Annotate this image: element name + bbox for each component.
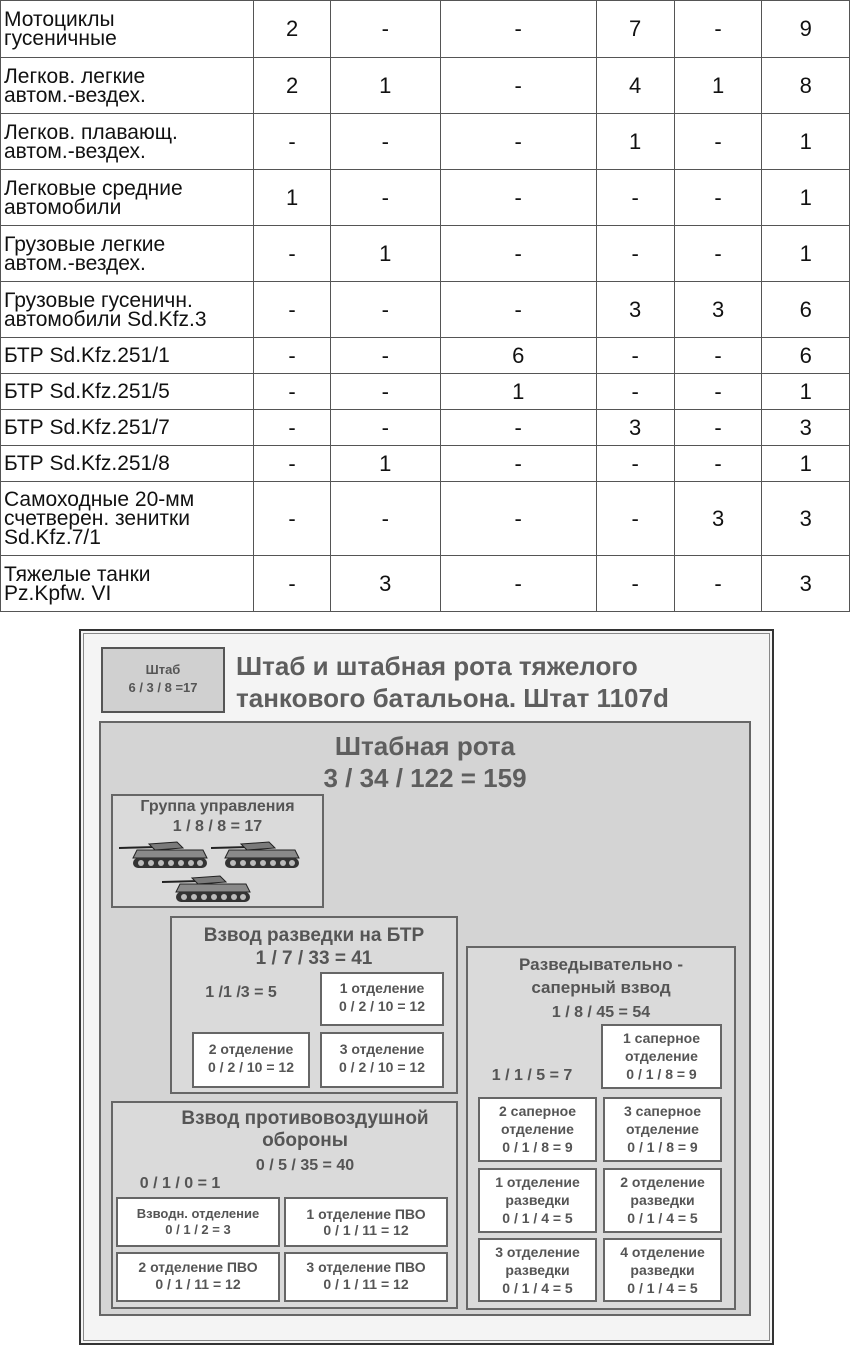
cell: -	[330, 374, 440, 410]
cell: -	[330, 1, 440, 58]
cell: -	[254, 338, 330, 374]
aa-platoon-count: 0 / 5 / 35 = 40	[255, 1157, 355, 1174]
recon-squad-4-line2: разведки	[630, 1262, 695, 1278]
recon-section-1-count: 0 / 2 / 10 = 12	[338, 998, 425, 1014]
cell: -	[674, 114, 762, 170]
cell: 3	[674, 482, 762, 556]
company-title: Штабная рота	[334, 731, 516, 761]
cell: -	[440, 482, 596, 556]
chart-title-line2: танкового батальона. Штат 1107d	[236, 683, 669, 713]
cell: -	[330, 170, 440, 226]
cell: 4	[596, 58, 674, 114]
cell: 3	[762, 482, 850, 556]
cell: -	[330, 482, 440, 556]
cell: -	[596, 170, 674, 226]
chart-title	[236, 650, 756, 714]
recon-squad-2-count: 0 / 1 / 4 = 5	[627, 1210, 698, 1226]
aa-section-3-label: 3 отделение ПВО	[306, 1259, 426, 1275]
cell: -	[440, 58, 596, 114]
cell: 2	[254, 1, 330, 58]
row-name: Легковые средние автомобили	[1, 170, 254, 226]
recon-platoon-title: Взвод разведки на БТР	[203, 925, 425, 946]
cell: -	[674, 374, 762, 410]
cell: -	[596, 556, 674, 612]
row-name: Легков. плавающ. автом.-вездех.	[1, 114, 254, 170]
recon-section-3-label: 3 отделение	[339, 1041, 425, 1057]
sapper-section-1-line1: 1 саперное	[622, 1030, 700, 1046]
aa-section-1-label: 1 отделение ПВО	[306, 1206, 426, 1222]
cell: 3	[762, 410, 850, 446]
control-group-title: Группа управления	[140, 798, 295, 815]
recon-section-2-label: 2 отделение	[208, 1041, 294, 1057]
cell: -	[330, 338, 440, 374]
cell: -	[254, 374, 330, 410]
table-row	[1, 410, 850, 446]
cell: -	[254, 482, 330, 556]
cell: -	[440, 282, 596, 338]
hq-count: 6 / 3 / 8 =17	[128, 680, 198, 695]
aa-section-3-count: 0 / 1 / 11 = 12	[323, 1276, 409, 1292]
cell: -	[674, 1, 762, 58]
row-name: Грузовые гусеничн. автомобили Sd.Kfz.3	[1, 282, 254, 338]
recon-squad-4-count: 0 / 1 / 4 = 5	[627, 1280, 698, 1296]
cell: 8	[762, 58, 850, 114]
sapper-platoon-title-line2: саперный взвод	[531, 978, 671, 997]
cell: -	[330, 410, 440, 446]
aa-hq-count: 0 / 1 / 0 = 1	[139, 1175, 221, 1192]
row-name: БТР Sd.Kfz.251/8	[1, 446, 254, 482]
company-count: 3 / 34 / 122 = 159	[323, 763, 527, 793]
recon-squad-3-line1: 3 отделение	[495, 1244, 580, 1260]
table-row	[1, 114, 850, 170]
cell: 1	[596, 114, 674, 170]
sapper-section-3-count: 0 / 1 / 8 = 9	[627, 1139, 698, 1155]
recon-squad-2-line1: 2 отделение	[620, 1174, 705, 1190]
cell: -	[254, 410, 330, 446]
row-name: Легков. легкие автом.-вездех.	[1, 58, 254, 114]
recon-section-3-count: 0 / 2 / 10 = 12	[338, 1059, 425, 1075]
row-name: БТР Sd.Kfz.251/5	[1, 374, 254, 410]
cell: -	[440, 226, 596, 282]
sapper-platoon-count: 1 / 8 / 45 = 54	[551, 1004, 651, 1021]
aa-section-hq-label: Взводн. отделение	[136, 1206, 260, 1221]
table-row	[1, 1, 850, 58]
cell: 2	[254, 58, 330, 114]
aa-section-2-count: 0 / 1 / 11 = 12	[155, 1276, 241, 1292]
cell: -	[674, 446, 762, 482]
cell: 9	[762, 1, 850, 58]
row-name: Самоходные 20-мм счетверен. зенитки Sd.Kfz.7/1	[1, 482, 254, 556]
recon-squad-1-count: 0 / 1 / 4 = 5	[502, 1210, 573, 1226]
cell: -	[596, 338, 674, 374]
cell: -	[440, 1, 596, 58]
cell: 1	[330, 58, 440, 114]
row-name: Грузовые легкие автом.-вездех.	[1, 226, 254, 282]
cell: -	[440, 114, 596, 170]
table-row	[1, 446, 850, 482]
recon-section-2-count: 0 / 2 / 10 = 12	[207, 1059, 294, 1075]
equipment-table	[0, 0, 850, 612]
cell: -	[596, 226, 674, 282]
cell: 1	[762, 114, 850, 170]
cell: 1	[440, 374, 596, 410]
table-row	[1, 556, 850, 612]
cell: -	[440, 170, 596, 226]
cell: 1	[762, 226, 850, 282]
sapper-hq-count: 1 / 1 / 5 = 7	[491, 1067, 573, 1084]
cell: 1	[762, 170, 850, 226]
recon-squad-1-line2: разведки	[505, 1192, 570, 1208]
cell: 6	[762, 282, 850, 338]
cell: 3	[762, 556, 850, 612]
tank-icon	[162, 872, 252, 904]
cell: 3	[596, 410, 674, 446]
chart-title-line1: Штаб и штабная рота тяжелого	[236, 651, 638, 681]
cell: -	[440, 446, 596, 482]
cell: -	[674, 226, 762, 282]
cell: 1	[762, 374, 850, 410]
cell: 3	[596, 282, 674, 338]
cell: 7	[596, 1, 674, 58]
cell: -	[254, 556, 330, 612]
aa-platoon-title-line1: Взвод противовоздушной	[181, 1108, 429, 1129]
sapper-section-1-line2: отделение	[625, 1048, 698, 1064]
row-name: БТР Sd.Kfz.251/1	[1, 338, 254, 374]
cell: 1	[674, 58, 762, 114]
cell: 1	[330, 446, 440, 482]
cell: 3	[330, 556, 440, 612]
cell: 1	[330, 226, 440, 282]
cell: -	[330, 114, 440, 170]
hq-label: Штаб	[145, 662, 181, 677]
control-group-count: 1 / 8 / 8 = 17	[172, 818, 263, 835]
table-row	[1, 482, 850, 556]
tank-icon	[119, 838, 209, 870]
cell: 1	[762, 446, 850, 482]
table-row	[1, 374, 850, 410]
table-row	[1, 58, 850, 114]
cell: -	[254, 114, 330, 170]
hq-box	[101, 647, 225, 713]
cell: -	[440, 410, 596, 446]
cell: -	[440, 556, 596, 612]
sapper-platoon-title-line1: Разведывательно -	[519, 955, 683, 974]
cell: -	[596, 374, 674, 410]
cell: -	[330, 282, 440, 338]
row-name: БТР Sd.Kfz.251/7	[1, 410, 254, 446]
recon-squad-1-line1: 1 отделение	[495, 1174, 580, 1190]
sapper-section-3-line1: 3 саперное	[623, 1103, 701, 1119]
recon-squad-3-line2: разведки	[505, 1262, 570, 1278]
cell: -	[674, 410, 762, 446]
aa-platoon-title-line2: обороны	[262, 1130, 348, 1151]
recon-hq-count: 1 /1 /3 = 5	[205, 984, 277, 1001]
recon-platoon-count: 1 / 7 / 33 = 41	[255, 948, 373, 969]
table-row	[1, 226, 850, 282]
cell: 3	[674, 282, 762, 338]
recon-squad-4-line1: 4 отделение	[620, 1244, 705, 1260]
recon-squad-2-line2: разведки	[630, 1192, 695, 1208]
cell: 1	[254, 170, 330, 226]
sapper-section-2-count: 0 / 1 / 8 = 9	[502, 1139, 573, 1155]
aa-section-1-count: 0 / 1 / 11 = 12	[323, 1222, 409, 1238]
tank-icon	[211, 838, 301, 870]
table-row	[1, 338, 850, 374]
cell: -	[254, 282, 330, 338]
hq-company-title	[99, 730, 751, 794]
sapper-section-1-count: 0 / 1 / 8 = 9	[626, 1066, 697, 1082]
table-row	[1, 282, 850, 338]
cell: 6	[440, 338, 596, 374]
recon-squad-3-count: 0 / 1 / 4 = 5	[502, 1280, 573, 1296]
row-name: Мотоциклы гусеничные	[1, 1, 254, 58]
sapper-section-2-line1: 2 саперное	[498, 1103, 576, 1119]
cell: -	[596, 446, 674, 482]
cell: 6	[762, 338, 850, 374]
cell: -	[674, 170, 762, 226]
cell: -	[254, 446, 330, 482]
cell: -	[674, 338, 762, 374]
sapper-section-2-line2: отделение	[501, 1121, 574, 1137]
row-name: Тяжелые танки Pz.Kpfw. VI	[1, 556, 254, 612]
cell: -	[254, 226, 330, 282]
recon-section-1-label: 1 отделение	[339, 980, 425, 996]
aa-section-2-label: 2 отделение ПВО	[138, 1259, 258, 1275]
aa-section-hq-count: 0 / 1 / 2 = 3	[165, 1222, 231, 1237]
table-row	[1, 170, 850, 226]
cell: -	[596, 482, 674, 556]
sapper-section-3-line2: отделение	[626, 1121, 699, 1137]
cell: -	[674, 556, 762, 612]
